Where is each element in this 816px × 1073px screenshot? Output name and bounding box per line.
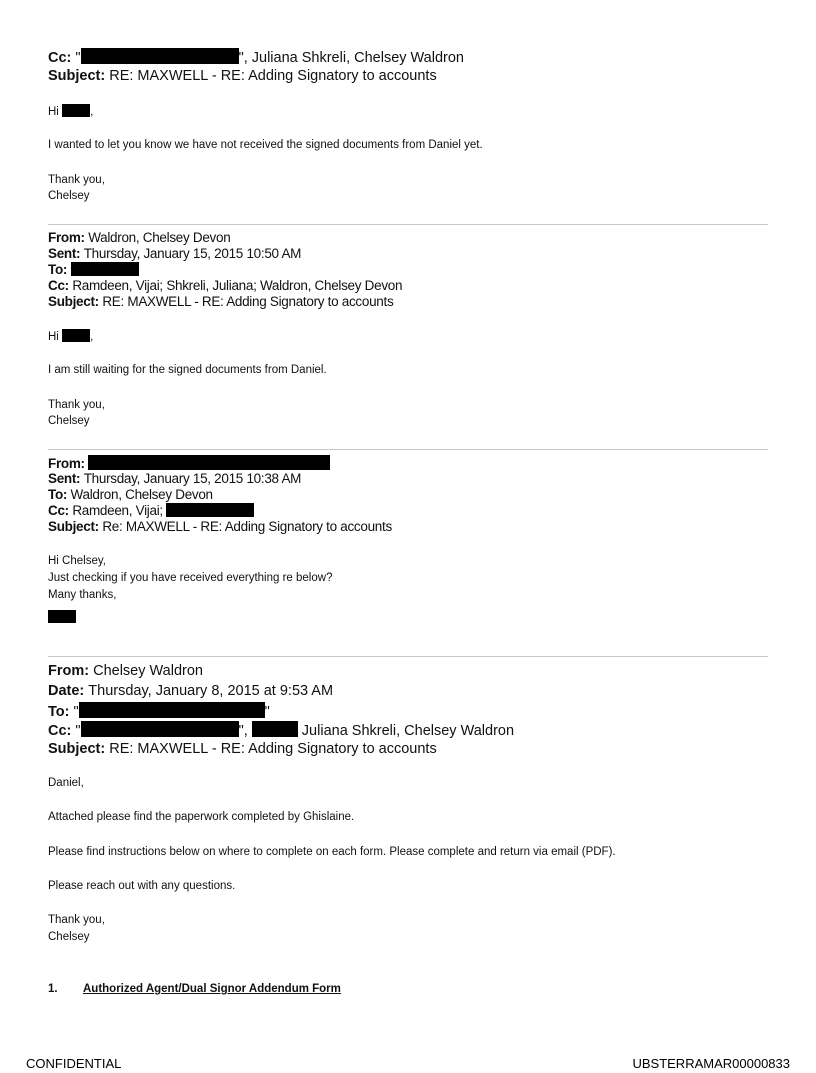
msg1-greeting: Hi , (48, 106, 94, 118)
redaction-block (81, 721, 239, 737)
msg4-cc-line: Cc: " ", Juliana Shkreli, Chelsey Waldron (48, 723, 515, 739)
msg2-from-line: From: Waldron, Chelsey Devon (48, 230, 231, 245)
msg4-paragraph-3: Please reach out with any questions. (48, 880, 236, 892)
msg2-to-line: To: (48, 262, 139, 277)
redaction-block (252, 721, 298, 737)
msg1-cc-line: Cc: " ", Juliana Shkreli, Chelsey Waldron (48, 50, 464, 66)
separator-rule (48, 656, 768, 657)
msg3-signoff: Many thanks, (48, 589, 117, 601)
msg2-body: I am still waiting for the signed documents from Daniel. (48, 364, 327, 376)
redaction-block (166, 503, 254, 517)
msg3-sent-line: Sent: Thursday, January 15, 2015 10:38 AM (48, 471, 302, 486)
msg4-signoff: Thank you, (48, 914, 105, 926)
msg3-cc-line: Cc: Ramdeen, Vijai; (48, 503, 254, 518)
separator-rule (48, 449, 768, 450)
redaction-block (88, 455, 330, 470)
msg4-greeting: Daniel, (48, 777, 84, 789)
msg2-signoff: Thank you, (48, 399, 105, 411)
msg4-subject-line: Subject: RE: MAXWELL - RE: Adding Signatory to accounts (48, 741, 437, 757)
msg4-date-line: Date: Thursday, January 8, 2015 at 9:53 AM (48, 683, 334, 699)
msg3-from-line: From: (48, 455, 330, 471)
footer-confidential: CONFIDENTIAL (26, 1056, 122, 1071)
redaction-block (62, 104, 90, 117)
msg1-body: I wanted to let you know we have not received the signed documents from Daniel yet. (48, 139, 483, 151)
msg3-to-line: To: Waldron, Chelsey Devon (48, 487, 213, 502)
msg3-body: Just checking if you have received everything re below? (48, 572, 333, 584)
msg4-from-line: From: Chelsey Waldron (48, 663, 203, 679)
separator-rule (48, 224, 768, 225)
msg4-paragraph-1: Attached please find the paperwork completed by Ghislaine. (48, 811, 355, 823)
cc-label: Cc: (48, 50, 76, 66)
msg2-sent-line: Sent: Thursday, January 15, 2015 10:50 AM (48, 246, 302, 261)
msg4-signature: Chelsey (48, 931, 90, 943)
redaction-block (81, 48, 239, 64)
msg3-subject-line: Subject: Re: MAXWELL - RE: Adding Signatory to accounts (48, 519, 392, 534)
msg2-subject-line: Subject: RE: MAXWELL - RE: Adding Signatory to accounts (48, 294, 394, 309)
msg2-signature: Chelsey (48, 415, 90, 427)
msg1-subject-line: Subject: RE: MAXWELL - RE: Adding Signatory to accounts (48, 68, 437, 84)
redaction-block (62, 329, 90, 342)
msg3-greeting: Hi Chelsey, (48, 555, 106, 567)
msg1-signoff: Thank you, (48, 174, 105, 186)
numbered-list-item: 1. Authorized Agent/Dual Signor Addendum Form (48, 983, 341, 995)
footer-bates-number: UBSTERRAMAR00000833 (632, 1056, 790, 1071)
msg3-signature-redacted (48, 608, 76, 626)
msg1-signature: Chelsey (48, 190, 90, 202)
msg2-cc-line: Cc: Ramdeen, Vijai; Shkreli, Juliana; Waldron, Chelsey Devon (48, 278, 403, 293)
redaction-block (71, 262, 139, 276)
msg2-greeting: Hi , (48, 331, 94, 343)
redaction-block (79, 702, 265, 718)
msg4-paragraph-2: Please find instructions below on where to complete on each form. Please complete and return via email (PDF). (48, 846, 616, 858)
redaction-block (48, 610, 76, 623)
msg4-to-line: To: " " (48, 704, 270, 720)
